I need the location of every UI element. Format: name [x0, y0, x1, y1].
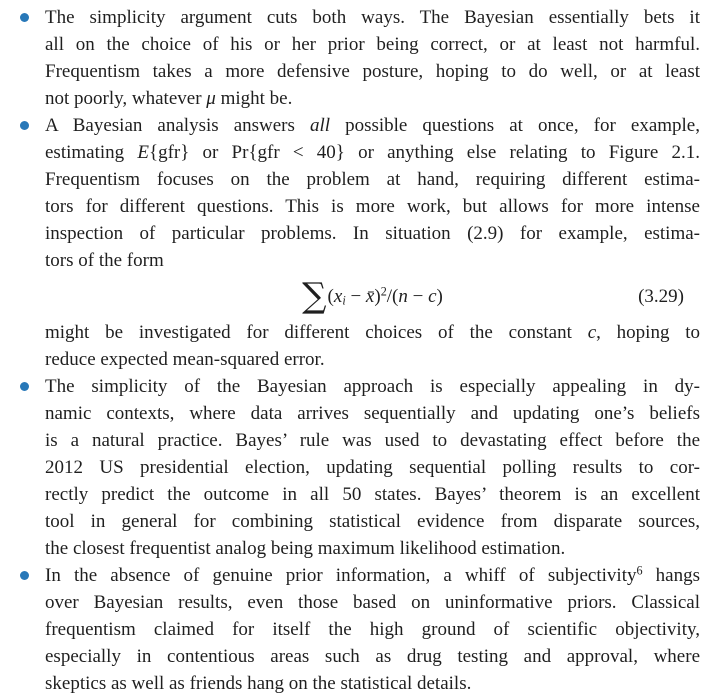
text-segment: i — [342, 293, 346, 308]
text-line — [45, 643, 700, 670]
text-segment: , hoping to — [596, 322, 701, 343]
text-line — [45, 670, 700, 697]
text-line — [45, 85, 700, 112]
text-line — [45, 31, 700, 58]
text-line — [45, 454, 700, 481]
text-line — [45, 616, 700, 643]
text-line — [45, 589, 700, 616]
text-line — [45, 373, 700, 400]
text-segment: tors for different questions. This is more work, but allows for more intense — [45, 196, 700, 217]
text-line — [45, 535, 700, 562]
text-line — [45, 193, 700, 220]
text-line — [45, 166, 700, 193]
text-line — [45, 4, 700, 31]
text-segment: rectly predict the outcome in all 50 states. Bayes’ theorem is an excellent — [45, 484, 700, 505]
text-segment: c — [587, 322, 597, 343]
text-segment: especially in contentious areas such as drug testing and approval, where — [45, 646, 700, 667]
bullet-icon — [20, 571, 29, 580]
text-segment: μ — [206, 88, 216, 109]
text-segment: ) — [374, 286, 381, 307]
text-segment: Frequentism focuses on the problem at hand, requiring different estima- — [45, 169, 700, 190]
text-segment: skeptics as well as friends hang on the statistical details. — [45, 673, 472, 694]
text-segment: 2 — [380, 284, 387, 299]
equation-row — [45, 274, 700, 319]
text-segment: n — [398, 286, 408, 307]
text-segment: − — [407, 286, 429, 307]
text-segment: reduce expected mean-squared error. — [45, 349, 325, 370]
bullet-icon — [20, 121, 29, 130]
text-segment: might be. — [215, 88, 293, 109]
text-segment: /( — [386, 286, 399, 307]
text-segment: E — [137, 142, 149, 163]
bullet-icon — [20, 382, 29, 391]
text-segment: is a natural practice. Bayes’ rule was used to devastating effect before the — [45, 430, 700, 451]
text-segment: A Bayesian analysis answers — [45, 115, 310, 136]
bullet-item-2 — [45, 112, 700, 373]
text-segment: the closest frequentist analog being maximum likelihood estimation. — [45, 538, 566, 559]
text-line — [45, 508, 700, 535]
text-segment: x̄ — [365, 286, 375, 307]
text-segment: 2012 US presidential election, updating sequential polling results to cor- — [45, 457, 700, 478]
bullet-icon — [20, 13, 29, 22]
text-line — [45, 346, 700, 373]
text-segment: estimating — [45, 142, 138, 163]
text-line — [45, 220, 700, 247]
text-segment: tors of the form — [45, 250, 164, 271]
text-segment: ( — [327, 286, 334, 307]
bullet-item-3 — [45, 373, 700, 562]
text-segment: Frequentism takes a more defensive posture, hoping to do well, or at least — [45, 61, 700, 82]
bullet-item-4 — [45, 562, 700, 697]
text-segment: possible questions at once, for example, — [330, 115, 700, 136]
text-segment: c — [428, 286, 437, 307]
summation-icon: ∑ — [302, 276, 327, 317]
text-line — [45, 481, 700, 508]
text-line — [45, 319, 700, 346]
text-segment: all on the choice of his or her prior being correct, or at least not harmful. — [45, 34, 700, 55]
bullet-item-1 — [45, 4, 700, 112]
equation-formula — [302, 276, 443, 317]
text-segment: hangs — [642, 565, 701, 586]
text-segment: ) — [436, 286, 443, 307]
text-segment: The simplicity of the Bayesian approach is especially appealing in dy- — [45, 376, 700, 397]
text-segment: over Bayesian results, even those based on uninformative priors. Classical — [45, 592, 700, 613]
text-line — [45, 247, 700, 274]
text-line — [45, 139, 700, 166]
text-segment: inspection of particular problems. In situation (2.9) for example, estima- — [45, 223, 700, 244]
text-line — [45, 400, 700, 427]
text-segment: {gfr} or Pr{gfr < 40} or anything else relating to Figure 2.1. — [148, 142, 700, 163]
text-line — [45, 427, 700, 454]
text-segment: 6 — [636, 563, 643, 578]
text-line — [45, 58, 700, 85]
text-segment: − — [345, 286, 366, 307]
text-segment: namic contexts, where data arrives sequentially and updating one’s beliefs — [45, 403, 700, 424]
text-segment: might be investigated for different choices of the constant — [45, 322, 588, 343]
text-segment: tool in general for combining statistical evidence from disparate sources, — [45, 511, 700, 532]
text-segment: In the absence of genuine prior information, a whiff of subjectivity — [45, 565, 637, 586]
text-segment: frequentism claimed for itself the high ground of scientific objectivity, — [45, 619, 700, 640]
equation-number: (3.29) — [638, 286, 684, 307]
text-segment: The simplicity argument cuts both ways. The Bayesian essentially bets it — [45, 7, 700, 28]
text-line — [45, 562, 700, 589]
text-segment: not poorly, whatever — [45, 88, 207, 109]
text-line — [45, 112, 700, 139]
text-segment: x — [333, 286, 343, 307]
text-segment: all — [309, 115, 331, 136]
